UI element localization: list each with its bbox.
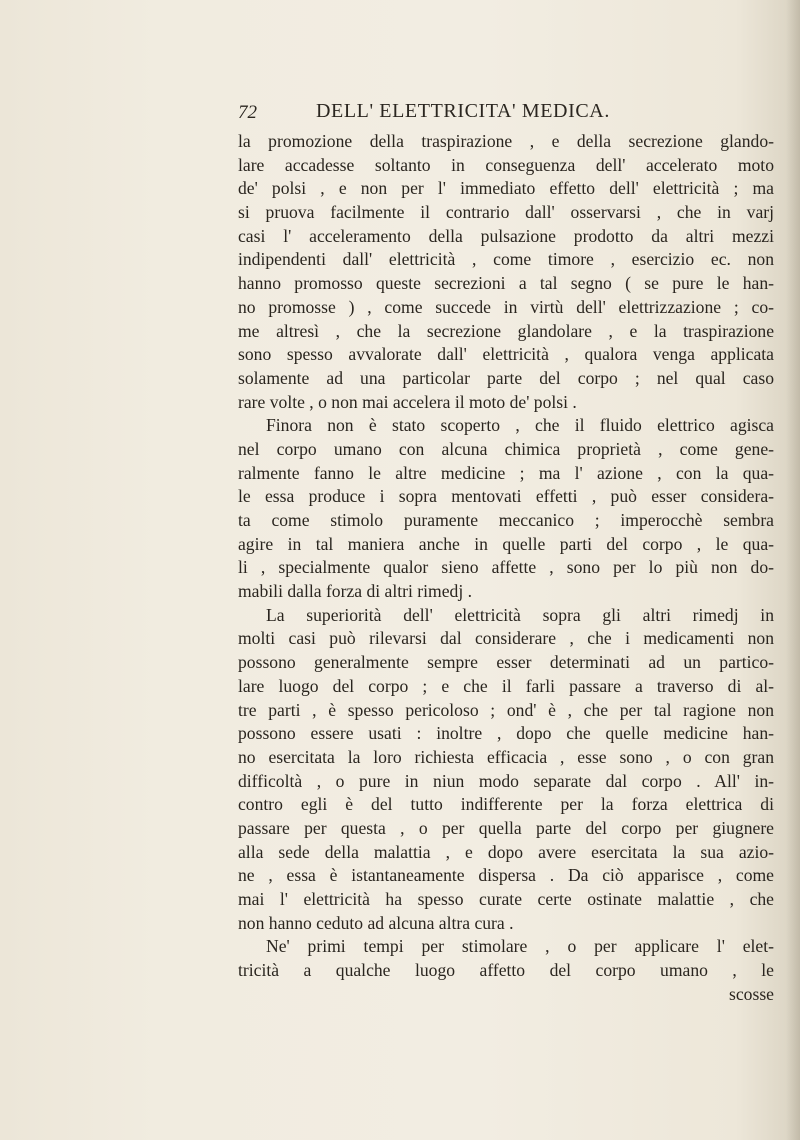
text-line: si pruova facilmente il contrario dall' osservarsi , che in varj [238, 202, 774, 223]
running-head: DELL' ELETTRICITA' MEDICA. [316, 100, 610, 122]
text-line: no promosse ) , come succede in virtù dell' elettrizzazione ; co- [238, 296, 774, 317]
text-line: agire in tal maniera anche in quelle parti del corpo , le qua- [238, 533, 774, 554]
text-line: passare per questa , o per quella parte del corpo per giugnere [238, 817, 774, 838]
text-line: possono essere usati : inoltre , dopo che quelle medicine han- [238, 723, 774, 744]
text-line: tre parti , è spesso pericoloso ; ond' è , che per tal ragione non [238, 699, 774, 720]
text-line: le essa produce i sopra mentovati effetti , può esser considera- [238, 486, 774, 507]
text-line: contro egli è del tutto indifferente per la forza elettrica di [238, 794, 774, 815]
text-line: tricità a qualche luogo affetto del corpo umano , le [238, 960, 774, 981]
text-line: casi l' acceleramento della pulsazione prodotto da altri mezzi [238, 225, 774, 246]
text-line: Finora non è stato scoperto , che il fluido elettrico agisca [266, 415, 774, 436]
text-line: lare accadesse soltanto in conseguenza dell' accelerato moto [238, 154, 774, 175]
text-line: rare volte , o non mai accelera il moto de' polsi . [238, 391, 577, 412]
text-line: no esercitata la loro richiesta efficacia , esse sono , o con gran [238, 746, 774, 767]
text-line: mabili dalla forza di altri rimedj . [238, 581, 473, 602]
text-line: non hanno ceduto ad alcuna altra cura . [238, 912, 514, 933]
text-line: de' polsi , e non per l' immediato effetto dell' elettricità ; ma [238, 178, 774, 199]
text-line: lare luogo del corpo ; e che il farli passare a traverso di al- [238, 675, 774, 696]
text-line: Ne' primi tempi per stimolare , o per applicare l' elet- [266, 936, 774, 957]
text-line: indipendenti dall' elettricità , come timore , esercizio ec. non [238, 249, 774, 270]
text-line: sono spesso avvalorate dall' elettricità , qualora venga applicata [238, 344, 774, 365]
body-text [238, 130, 774, 1006]
text-line: li , specialmente qualor sieno affette , sono per lo più non do- [238, 557, 774, 578]
text-line: La superiorità dell' elettricità sopra gli altri rimedj in [266, 604, 774, 625]
text-line: possono generalmente sempre esser determinati ad un partico- [238, 652, 774, 673]
page-number: 72 [238, 102, 257, 123]
text-line: nel corpo umano con alcuna chimica proprietà , come gene- [238, 438, 774, 459]
text-line: solamente ad una particolar parte del corpo ; nel qual caso [238, 367, 774, 388]
text-line: la promozione della traspirazione , e della secrezione glando- [238, 131, 774, 151]
text-line: ralmente fanno le altre medicine ; ma l' azione , con la qua- [238, 462, 774, 483]
text-line: me altresì , che la secrezione glandolare , e la traspirazione [238, 320, 774, 341]
text-line: hanno promosso queste secrezioni a tal segno ( se pure le han- [238, 273, 774, 294]
text-line: difficoltà , o pure in niun modo separate dal corpo . All' in- [238, 770, 774, 791]
text-line: mai l' elettricità ha spesso curate certe ostinate malattie , che [238, 889, 774, 909]
text-line: scosse [729, 983, 774, 1004]
page-edge-shadow [786, 0, 800, 1140]
text-line: ta come stimolo puramente meccanico ; imperocchè sembra [238, 510, 774, 530]
text-line: molti casi può rilevarsi dal considerare , che i medicamenti non [238, 628, 774, 649]
text-line: ne , essa è istantaneamente dispersa . Da ciò apparisce , come [238, 865, 774, 886]
text-line: alla sede della malattia , e dopo avere esercitata la sua azio- [238, 841, 774, 862]
